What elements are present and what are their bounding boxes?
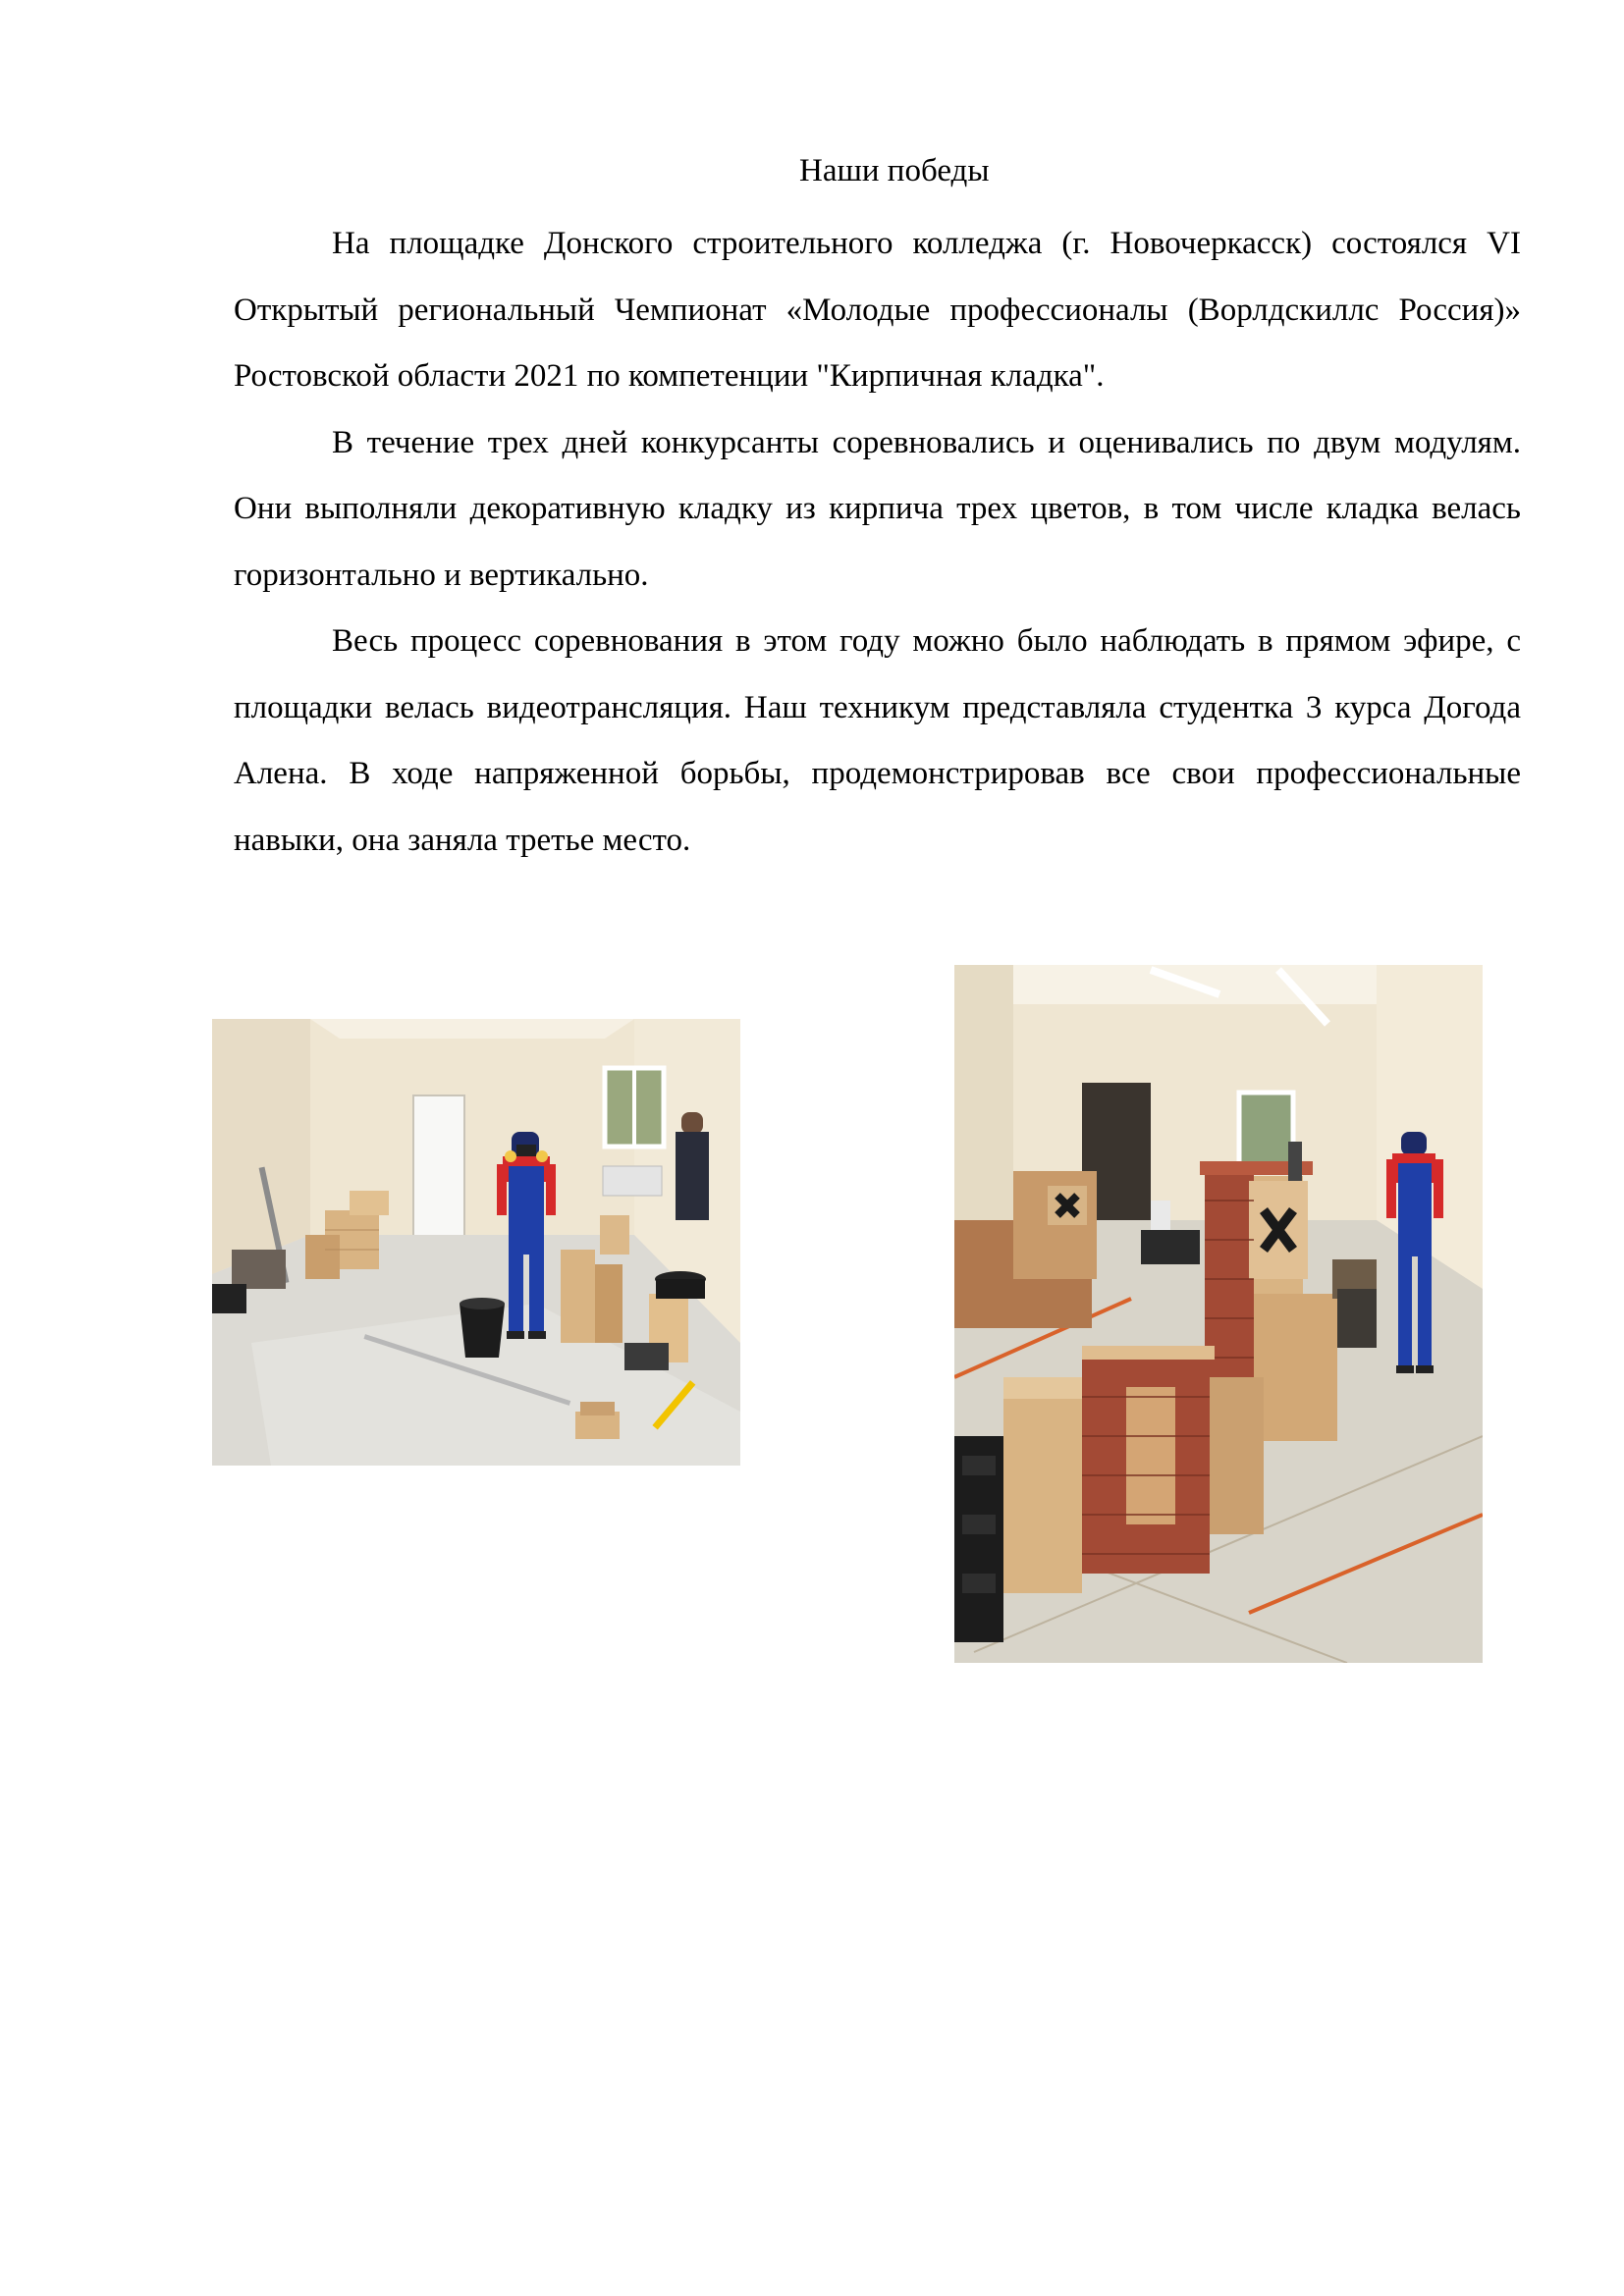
paragraph-2: В течение трех дней конкурсанты соревновались и оценивались по двум модулям. Они выполняли декоративную кладку из кирпича трех цветов, в том числе кладка велась горизонтально и вертикально. bbox=[234, 424, 1521, 593]
photo-student-workshop bbox=[212, 1019, 740, 1466]
paragraph-1: На площадке Донского строительного колледжа (г. Новочеркасск) состоялся VI Открытый региональный Чемпионат «Молодые профессионалы (Ворлдскиллс Россия)» Ростовской области 2021 по компетенции "Кирпичная кладка". bbox=[234, 226, 1521, 394]
article-body bbox=[234, 211, 1521, 874]
photo-brick-wall bbox=[954, 965, 1483, 1663]
paragraph-3: Весь процесс соревнования в этом году можно было наблюдать в прямом эфире, с площадки велась видеотрансляция. Наш техникум представляла студентка 3 курса Догода Алена. В ходе напряженной борьбы, продемонстрировав все свои профессиональные навыки, она заняла третье место. bbox=[234, 623, 1521, 858]
page-title bbox=[0, 149, 1624, 192]
page-title-text: Наши победы bbox=[799, 153, 990, 188]
